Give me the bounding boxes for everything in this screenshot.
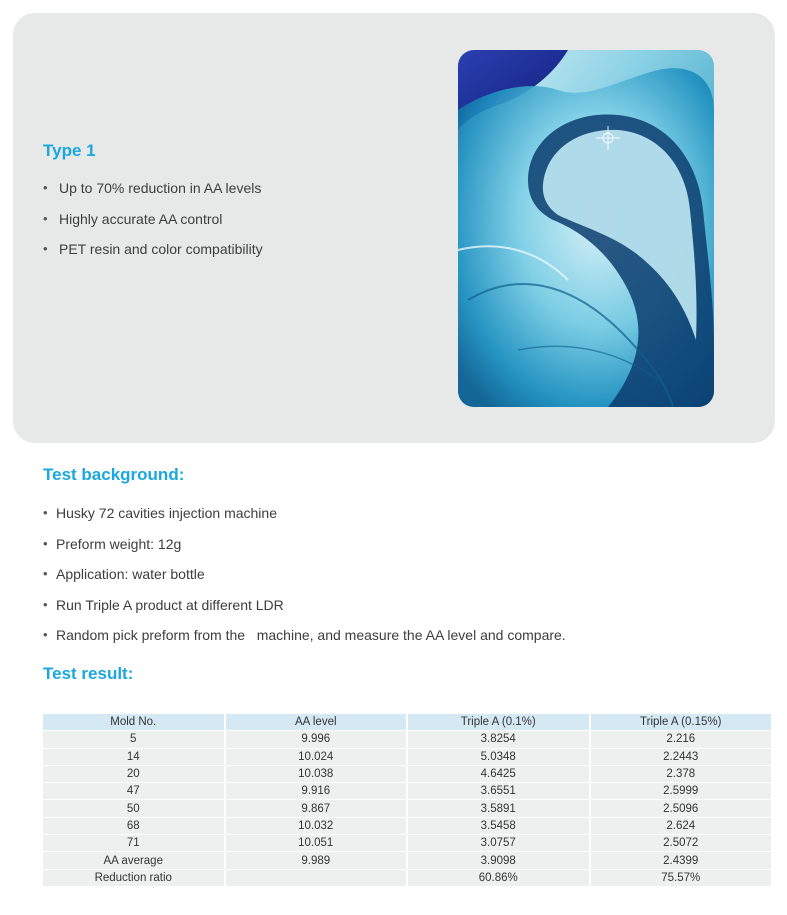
- table-cell: 10.051: [226, 835, 407, 851]
- bullet-text: Random pick preform from the machine, and measure the AA level and compare.: [56, 627, 566, 643]
- bullet-dot-icon: •: [43, 627, 48, 642]
- table-cell: Reduction ratio: [43, 870, 224, 886]
- table-cell: 14: [43, 749, 224, 765]
- column-header: AA level: [226, 714, 407, 730]
- table-cell: 9.916: [226, 783, 407, 799]
- table-cell: 75.57%: [591, 870, 772, 886]
- table-cell: 71: [43, 835, 224, 851]
- water-bottle-photo: [458, 50, 714, 407]
- bullet-dot-icon: •: [43, 241, 48, 256]
- table-cell: 9.989: [226, 852, 407, 868]
- list-item: [43, 505, 566, 536]
- table-cell: 10.024: [226, 749, 407, 765]
- bullet-dot-icon: •: [43, 505, 48, 520]
- table-row: [43, 800, 771, 816]
- table-cell: 3.0757: [408, 835, 589, 851]
- bullet-dot-icon: •: [43, 535, 48, 551]
- table-cell: 2.5096: [591, 800, 772, 816]
- list-item: [43, 536, 566, 567]
- list-item: [43, 211, 263, 242]
- table-cell: 20: [43, 766, 224, 782]
- table-cell: 2.624: [591, 818, 772, 834]
- table-cell: 5: [43, 731, 224, 747]
- table-cell: 2.4399: [591, 852, 772, 868]
- table-row: [43, 766, 771, 782]
- bullet-text: Highly accurate AA control: [59, 210, 223, 227]
- table-cell: 5.0348: [408, 749, 589, 765]
- table-row: [43, 835, 771, 851]
- table-cell: 9.867: [226, 800, 407, 816]
- list-item: [43, 180, 263, 211]
- column-header: Mold No.: [43, 714, 224, 730]
- table-cell: 10.038: [226, 766, 407, 782]
- table-row: [43, 783, 771, 799]
- table-cell: 4.6425: [408, 766, 589, 782]
- list-item: [43, 597, 566, 628]
- bullet-text: Up to 70% reduction in AA levels: [59, 180, 262, 196]
- bullet-text: Application: water bottle: [56, 566, 205, 582]
- results-table: [41, 713, 773, 887]
- bullet-text: PET resin and color compatibility: [59, 241, 263, 257]
- table-cell: 60.86%: [408, 870, 589, 886]
- type-title: Type 1: [43, 141, 96, 160]
- table-header-row: [43, 714, 771, 730]
- table-cell: 3.5458: [408, 818, 589, 834]
- table-cell: 2.378: [591, 766, 772, 782]
- type-bullet-list: [43, 180, 263, 272]
- table-cell: 2.5999: [591, 783, 772, 799]
- background-bullet-list: [43, 505, 566, 658]
- table-cell: 2.216: [591, 731, 772, 747]
- bullet-dot-icon: •: [43, 566, 48, 581]
- list-item: [43, 241, 263, 272]
- table-row: [43, 870, 771, 886]
- table-row: [43, 749, 771, 765]
- test-background-title: Test background:: [43, 465, 185, 484]
- test-result-title: Test result:: [43, 664, 134, 683]
- bullet-text: Preform weight: 12g: [56, 535, 182, 552]
- bullet-text: Husky 72 cavities injection machine: [56, 505, 277, 521]
- column-header: Triple A (0.15%): [591, 714, 772, 730]
- table-cell: 10.032: [226, 818, 407, 834]
- table-cell: 3.5891: [408, 800, 589, 816]
- table-cell: 3.9098: [408, 852, 589, 868]
- table-cell: 3.6551: [408, 783, 589, 799]
- table-cell: 2.5072: [591, 835, 772, 851]
- list-item: [43, 566, 566, 597]
- bullet-text: Run Triple A product at different LDR: [56, 596, 284, 613]
- table-row: [43, 731, 771, 747]
- column-header: Triple A (0.1%): [408, 714, 589, 730]
- table-cell: 50: [43, 800, 224, 816]
- table-cell: 47: [43, 783, 224, 799]
- table-cell: 3.8254: [408, 731, 589, 747]
- table-cell: 68: [43, 818, 224, 834]
- table-cell: 9.996: [226, 731, 407, 747]
- list-item: [43, 627, 566, 658]
- table-cell: AA average: [43, 852, 224, 868]
- table-cell: [226, 870, 407, 886]
- bullet-dot-icon: •: [43, 210, 48, 226]
- table-row: [43, 818, 771, 834]
- bullet-dot-icon: •: [43, 596, 48, 612]
- table-row: [43, 852, 771, 868]
- table-cell: 2.2443: [591, 749, 772, 765]
- bullet-dot-icon: •: [43, 180, 48, 195]
